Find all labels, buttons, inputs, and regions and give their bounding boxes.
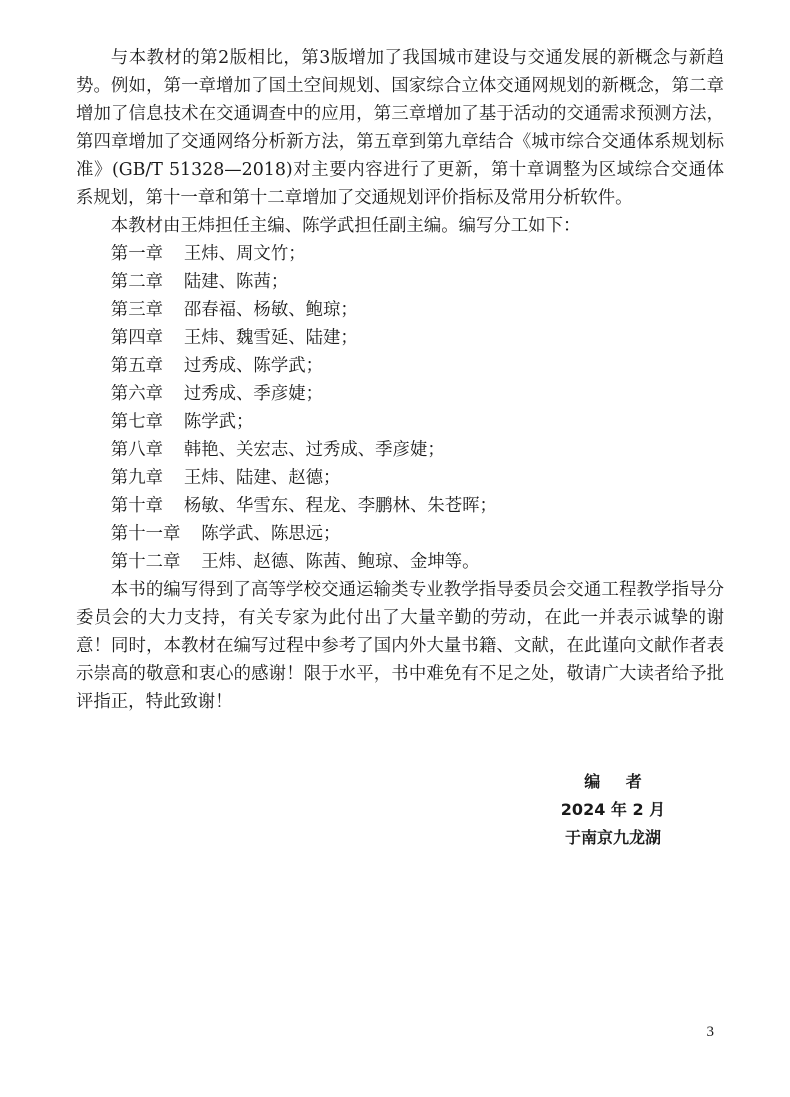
chapter-label: 第八章: [110, 440, 163, 460]
signature-block: [528, 768, 698, 852]
signature-date: 2024 年 2 月: [560, 800, 666, 819]
chapter-authors: 陈学武、陈思远；: [201, 524, 341, 544]
chapter-item: [76, 380, 724, 408]
chapter-authors: 过秀成、季彦婕；: [183, 384, 323, 404]
chapter-authors: 过秀成、陈学武；: [183, 356, 323, 376]
signature-editor: 编者: [584, 772, 668, 791]
chapter-label: 第十二章: [110, 552, 181, 572]
chapter-authors: 王炜、周文竹；: [183, 244, 306, 264]
chapter-item: [76, 240, 724, 268]
intro-paragraph: 与本教材的第2版相比，第3版增加了我国城市建设与交通发展的新概念与新趋势。例如，第一章增加了国土空间规划、国家综合立体交通网规划的新概念，第二章增加了信息技术在交通调查中的应用，第三章增加了基于活动的交通需求预测方法，第四章增加了交通网络分析新方法，第五章到第九章结合《城市综合交通体系规划标准》(GB/T 51328—2018)对主要内容进行了更新，第十章调整为区域综合交通体系规划，第十一章和第十二章增加了交通规划评价指标及常用分析软件。: [76, 48, 724, 208]
page-number: 3: [706, 1024, 714, 1040]
chapter-item: [76, 436, 724, 464]
document-body: [76, 44, 724, 716]
chapter-item: [76, 352, 724, 380]
chapter-item: [76, 296, 724, 324]
chapter-label: 第七章: [110, 412, 163, 432]
chapter-authors: 王炜、赵德、陈茜、鲍琼、金坤等。: [201, 552, 480, 572]
chapter-authors: 杨敏、华雪东、程龙、李鹏林、朱苍晖；: [183, 496, 497, 516]
chapter-author-list: [76, 240, 724, 576]
chapter-label: 第十章: [110, 496, 163, 516]
chapter-item: [76, 548, 724, 576]
chapter-label: 第十一章: [110, 524, 181, 544]
chapter-label: 第三章: [110, 300, 163, 320]
chapter-authors: 陈学武；: [183, 412, 254, 432]
chapter-label: 第一章: [110, 244, 163, 264]
chapter-authors: 王炜、陆建、赵德；: [183, 468, 341, 488]
chapter-authors: 邵春福、杨敏、鲍琼；: [183, 300, 358, 320]
chapter-item: [76, 464, 724, 492]
chapter-label: 第四章: [110, 328, 163, 348]
thanks-paragraph: 本书的编写得到了高等学校交通运输类专业教学指导委员会交通工程教学指导分委员会的大力支持，有关专家为此付出了大量辛勤的劳动，在此一并表示诚挚的谢意！同时，本教材在编写过程中参考了国内外大量书籍、文献，在此谨向文献作者表示崇高的敬意和衷心的感谢！限于水平，书中难免有不足之处，敬请广大读者给予批评指正，特此致谢！: [76, 580, 724, 712]
chapter-item: [76, 520, 724, 548]
chapter-label: 第九章: [110, 468, 163, 488]
chapter-authors: 王炜、魏雪延、陆建；: [183, 328, 358, 348]
chapter-authors: 韩艳、关宏志、过秀成、季彦婕；: [183, 440, 445, 460]
chapter-authors: 陆建、陈茜；: [183, 272, 289, 292]
authors-intro: 本教材由王炜担任主编、陈学武担任副主编。编写分工如下：: [110, 216, 581, 236]
chapter-label: 第五章: [110, 356, 163, 376]
chapter-item: [76, 268, 724, 296]
signature-place: 于南京九龙湖: [564, 828, 661, 847]
chapter-label: 第六章: [110, 384, 163, 404]
chapter-item: [76, 408, 724, 436]
chapter-item: [76, 492, 724, 520]
chapter-label: 第二章: [110, 272, 163, 292]
chapter-item: [76, 324, 724, 352]
